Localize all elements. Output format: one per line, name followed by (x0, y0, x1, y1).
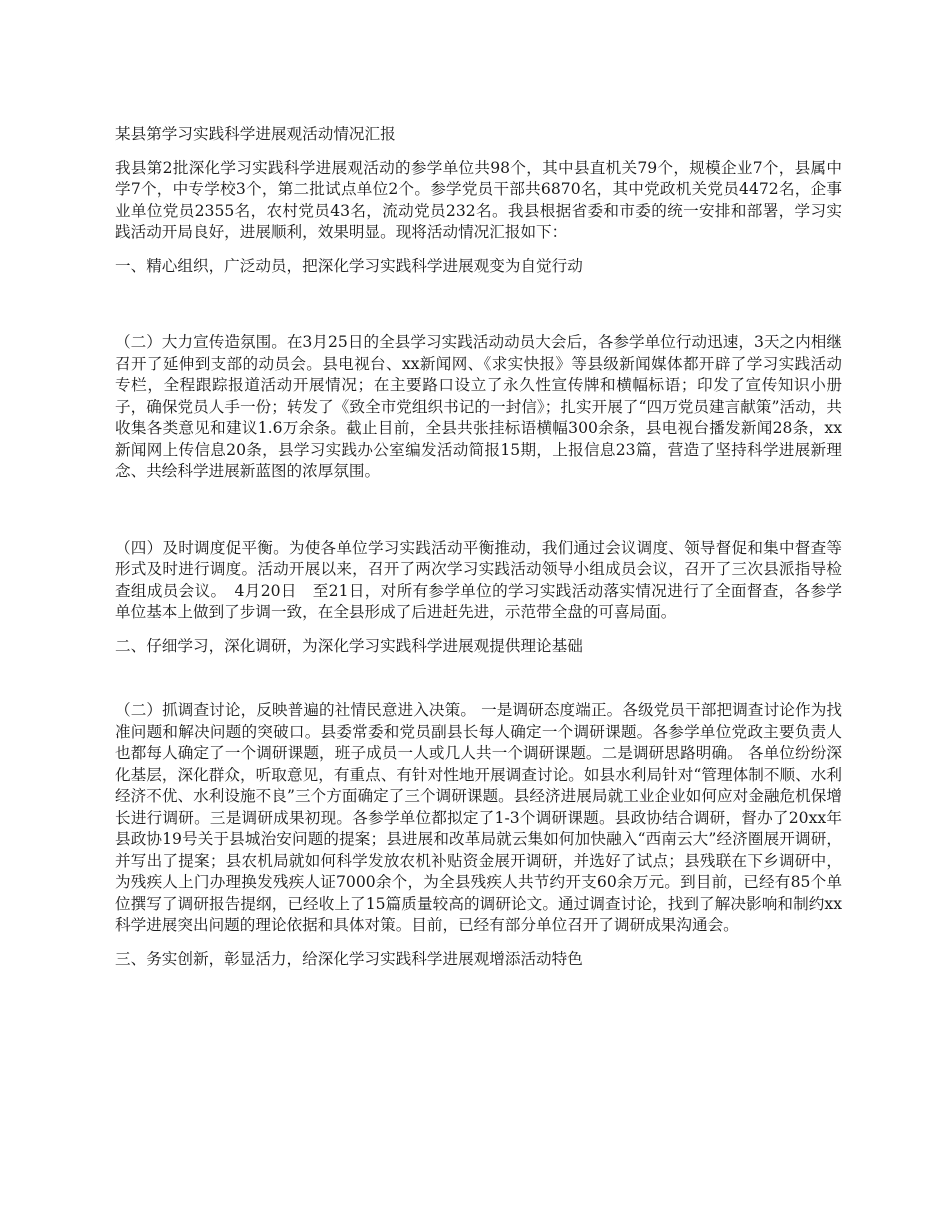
intro-paragraph: 我县第2批深化学习实践科学进展观活动的参学单位共98个，其中县直机关79个，规模企业7个，县属中学7个，中专学校3个，第二批试点单位2个。参学党员干部共6870名，其中党政机关党员4472名，企事业单位党员2355名，农村党员43名，流动党员232名。我县根据省委和市委的统一安排和部署，学习实践活动开局良好，进展顺利，效果明显。现将活动情况汇报如下： (115, 158, 842, 241)
section-heading-1: 一、精心组织，广泛动员，把深化学习实践科学进展观变为自觉行动 (115, 256, 583, 275)
paragraph-scheduling: （四）及时调度促平衡。为使各单位学习实践活动平衡推动，我们通过会议调度、领导督促和集中督查等形式及时进行调度。活动开展以来，召开了两次学习实践活动领导小组成员会议，召开了三次县派指导检查组成员会议。 4月20日 至21日，对所有参学单位的学习实践活动落实情况进行了全面督查，各参学单位基本上做到了步调一致，在全县形成了后进赶先进，示范带全盘的可喜局面。 (115, 538, 842, 621)
section-heading-2: 二、仔细学习，深化调研，为深化学习实践科学进展观提供理论基础 (115, 636, 583, 655)
paragraph-research: （二）抓调查讨论，反映普遍的社情民意进入决策。 一是调研态度端正。各级党员干部把调查讨论作为找准问题和解决问题的突破口。县委常委和党员副县长每人确定一个调研课题。各参学单位党政主要负责人也都每人确定了一个调研课题，班子成员一人或几人共一个调研课题。二是调研思路明确。 各单位纷纷深化基层，深化群众，听取意见，有重点、有针对性地开展调查讨论。如县水利局针对“管理体制不顺、水利经济不优、水利设施不良”三个方面确定了三个调研课题。县经济进展局就工业企业如何应对金融危机保增长进行调研。三是调研成果初现。各参学单位都拟定了1-3个调研课题。县政协结合调研，督办了20xx年县政协19号关于县城治安问题的提案；县进展和改革局就云集如何加快融入“西南云大”经济圈展开调研，并写出了提案；县农机局就如何科学发放农机补贴资金展开调研，并选好了试点；县残联在下乡调研中，为残疾人上门办理换发残疾人证7000余个，为全县残疾人共节约开支60余万元。到目前，已经有85个单位撰写了调研报告提纲，已经收上了15篇质量较高的调研论文。通过调查讨论，找到了解决影响和制约xx科学进展突出问题的理论依据和具体对策。目前，已经有部分单位召开了调研成果沟通会。 (115, 701, 842, 934)
paragraph-publicity: （二）大力宣传造氛围。在3月25日的全县学习实践活动动员大会后，各参学单位行动迅速，3天之内相继召开了延伸到支部的动员会。县电视台、xx新闻网、《求实快报》等县级新闻媒体都开辟了学习实践活动专栏，全程跟踪报道活动开展情况；在主要路口设立了永久性宣传牌和横幅标语；印发了宣传知识小册子，确保党员人手一份；转发了《致全市党组织书记的一封信》；扎实开展了“四万党员建言献策”活动，共收集各类意见和建议1.6万余条。截止目前，全县共张挂标语横幅300余条，县电视台播发新闻28条，xx新闻网上传信息20条，县学习实践办公室编发活动简报15期，上报信息23篇，营造了坚持科学进展新理念、共绘科学进展新蓝图的浓厚氛围。 (115, 333, 842, 480)
document-title: 某县第学习实践科学进展观活动情况汇报 (115, 125, 396, 143)
document-body (115, 124, 842, 970)
section-heading-3: 三、务实创新，彰显活力，给深化学习实践科学进展观增添活动特色 (115, 949, 583, 968)
